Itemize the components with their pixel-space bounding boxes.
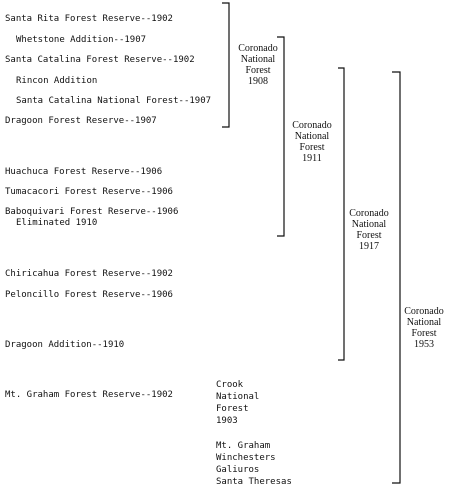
bracket-1953 <box>392 72 400 483</box>
crook-line-3: Forest <box>216 404 249 414</box>
range-line-3: Galiuros <box>216 465 260 475</box>
entry-whetstone: Whetstone Addition--1907 <box>16 35 147 45</box>
entry-santa-rita: Santa Rita Forest Reserve--1902 <box>5 14 173 24</box>
crook-line-1: Crook <box>216 380 244 390</box>
entry-chiricahua: Chiricahua Forest Reserve--1902 <box>5 269 173 279</box>
g1908-line3: Forest <box>245 65 271 76</box>
g1908-line2: National <box>240 54 276 65</box>
group-label-1911 <box>286 120 338 164</box>
range-line-2: Winchesters <box>216 453 276 463</box>
entry-rincon: Rincon Addition <box>16 76 98 86</box>
g1911-line2: National <box>294 131 330 142</box>
g1953-line1: Coronado <box>404 306 444 317</box>
entry-eliminated: Eliminated 1910 <box>16 218 98 228</box>
entry-peloncillo: Peloncillo Forest Reserve--1906 <box>5 290 173 300</box>
g1917-line2: National <box>351 219 387 230</box>
range-line-1: Mt. Graham <box>216 441 271 451</box>
group-label-1917 <box>344 208 394 252</box>
entry-santa-catalina-reserve: Santa Catalina Forest Reserve--1902 <box>5 55 195 65</box>
g1917-line1: Coronado <box>349 208 389 219</box>
group-label-1908 <box>232 43 284 87</box>
bracket-1908 <box>222 3 229 127</box>
g1953-line2: National <box>406 317 442 328</box>
g1911-line3: Forest <box>299 142 325 153</box>
crook-line-2: National <box>216 392 260 402</box>
entry-mt-graham-reserve: Mt. Graham Forest Reserve--1902 <box>5 390 173 400</box>
g1917-line4: 1917 <box>359 241 379 252</box>
g1911-line1: Coronado <box>292 120 332 131</box>
g1908-line4: 1908 <box>248 76 268 87</box>
g1917-line3: Forest <box>356 230 382 241</box>
range-line-4: Santa Theresas <box>216 477 292 487</box>
entry-dragoon-reserve: Dragoon Forest Reserve--1907 <box>5 116 157 126</box>
entry-huachuca: Huachuca Forest Reserve--1906 <box>5 167 163 177</box>
entry-santa-catalina-forest: Santa Catalina National Forest--1907 <box>16 96 212 106</box>
g1953-line3: Forest <box>411 328 437 339</box>
entry-dragoon-addition: Dragoon Addition--1910 <box>5 340 125 350</box>
g1953-line4: 1953 <box>414 339 434 350</box>
entry-baboquivari: Baboquivari Forest Reserve--1906 <box>5 207 179 217</box>
group-label-1953 <box>400 306 448 350</box>
crook-line-4: 1903 <box>216 416 238 426</box>
entry-tumacacori: Tumacacori Forest Reserve--1906 <box>5 187 173 197</box>
g1911-line4: 1911 <box>302 153 322 164</box>
g1908-line1: Coronado <box>238 43 278 54</box>
